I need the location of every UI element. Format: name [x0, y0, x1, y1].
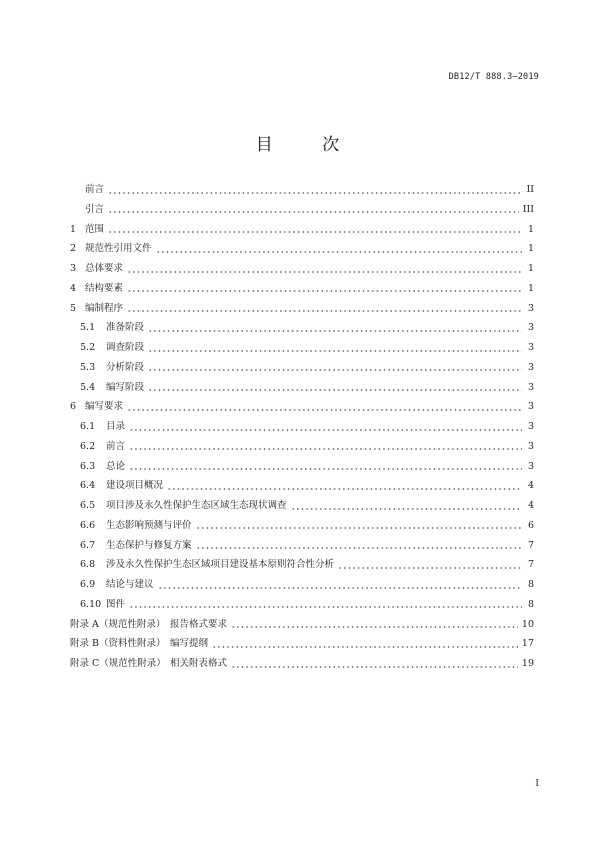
appendix-prefix: 附录 B（资料性附录） [70, 638, 166, 650]
toc-entry-number: 6.7 [80, 539, 96, 551]
toc-entry-label: 生态影响预测与评价 [106, 519, 192, 531]
dot-leader [127, 264, 522, 274]
toc-entry[interactable] [70, 397, 534, 417]
toc-entry-number: 6.10 [80, 598, 102, 610]
toc-entry-number: 6 [70, 401, 77, 413]
toc-entry-number: 5.1 [80, 322, 96, 334]
toc-entry-label: 项目涉及永久性保护生态区域生态现状调查 [106, 500, 287, 511]
toc-entry-number: 6.8 [80, 559, 96, 571]
toc-entry-label: 前言 [106, 440, 126, 452]
toc-entry[interactable] [70, 555, 534, 575]
toc-entry[interactable] [70, 595, 534, 615]
toc-entry-label: 前言 [85, 184, 105, 195]
dot-leader [158, 580, 522, 590]
toc-entry[interactable] [70, 239, 534, 259]
toc-entry[interactable] [70, 417, 534, 437]
dot-leader [167, 481, 522, 491]
toc-entry[interactable] [70, 200, 534, 220]
dot-leader [127, 284, 522, 294]
dot-leader [127, 402, 522, 412]
dot-leader [129, 461, 522, 471]
toc-entry-number: 5.2 [80, 342, 96, 353]
toc-entry-label: 图件 [106, 598, 126, 610]
toc-entry-label: 范围 [85, 223, 105, 235]
toc-entry-number: 6.6 [80, 519, 96, 531]
appendix-label: 报告格式要求 [170, 618, 228, 630]
toc-entry-page: 3 [527, 381, 534, 393]
toc-entry-label: 建设项目概况 [106, 480, 164, 492]
dot-leader [108, 185, 522, 195]
toc-entry-label: 总体要求 [85, 263, 124, 274]
dot-leader [148, 343, 522, 353]
toc-appendix-entry[interactable] [70, 615, 534, 635]
toc-entry-label: 总论 [106, 460, 126, 472]
toc-appendix-entry[interactable] [70, 654, 534, 674]
toc-entry-label: 编写阶段 [106, 381, 145, 393]
toc-entry-page: 6 [527, 519, 534, 531]
toc-entry-page: 1 [527, 263, 534, 274]
appendix-page: 19 [521, 658, 534, 669]
appendix-prefix: 附录 C（规范性附录） [70, 658, 166, 669]
toc-entry[interactable] [70, 437, 534, 457]
dot-leader [129, 442, 522, 452]
toc-entry-label: 调查阶段 [106, 342, 145, 353]
dot-leader [108, 205, 519, 215]
toc-entry-label: 规范性引用文件 [85, 243, 152, 255]
toc-entry-label: 结论与建议 [106, 579, 154, 590]
toc-entry[interactable] [70, 457, 534, 477]
dot-leader [231, 659, 518, 669]
page-number: I [535, 778, 539, 789]
toc-entry-number: 6.5 [80, 500, 96, 511]
appendix-page: 10 [521, 618, 534, 630]
toc-entry-label: 分析阶段 [106, 361, 145, 373]
toc-entry-page: II [526, 184, 534, 195]
dot-leader [127, 303, 522, 313]
toc-entry-page: III [522, 203, 534, 215]
toc-entry-label: 目录 [106, 421, 126, 432]
dot-leader [108, 224, 522, 234]
table-of-contents [70, 180, 534, 674]
toc-entry-page: 3 [527, 302, 534, 314]
appendix-label: 相关附表格式 [170, 658, 228, 669]
dot-leader [212, 639, 518, 649]
toc-entry-page: 3 [527, 460, 534, 472]
toc-entry-number: 6.4 [80, 480, 96, 492]
toc-entry[interactable] [70, 279, 534, 299]
dot-leader [338, 560, 522, 570]
dot-leader [129, 600, 522, 610]
toc-entry-number: 5.3 [80, 361, 96, 373]
toc-entry-page: 3 [527, 361, 534, 373]
toc-entry[interactable] [70, 318, 534, 338]
toc-entry-page: 4 [527, 480, 534, 492]
toc-entry-number: 5.4 [80, 381, 96, 393]
dot-leader [156, 244, 522, 254]
toc-entry-label: 生态保护与修复方案 [106, 539, 192, 551]
toc-entry-number: 6.2 [80, 440, 96, 452]
toc-entry[interactable] [70, 220, 534, 240]
toc-entry-page: 8 [527, 579, 534, 590]
toc-entry[interactable] [70, 476, 534, 496]
toc-entry-label: 涉及永久性保护生态区域项目建设基本原则符合性分析 [106, 559, 335, 571]
toc-entry-number: 2 [70, 243, 77, 255]
toc-entry[interactable] [70, 516, 534, 536]
toc-entry[interactable] [70, 299, 534, 319]
toc-entry[interactable] [70, 180, 534, 200]
toc-entry-number: 6.1 [80, 421, 96, 432]
toc-entry-label: 准备阶段 [106, 322, 145, 334]
toc-entry-page: 3 [527, 322, 534, 334]
dot-leader [129, 422, 522, 432]
toc-entry-number: 5 [70, 302, 77, 314]
toc-entry[interactable] [70, 338, 534, 358]
toc-entry-label: 编写要求 [85, 401, 124, 413]
toc-entry-number: 1 [70, 223, 77, 235]
toc-entry-page: 3 [527, 440, 534, 452]
toc-entry-page: 1 [527, 282, 534, 294]
toc-entry-number: 6.9 [80, 579, 96, 590]
toc-entry[interactable] [70, 358, 534, 378]
toc-entry-label: 结构要素 [85, 282, 124, 294]
toc-entry-page: 3 [527, 421, 534, 432]
toc-entry-page: 4 [527, 500, 534, 511]
toc-appendix-entry[interactable] [70, 634, 534, 654]
dot-leader [148, 323, 522, 333]
toc-entry-label: 编制程序 [85, 302, 124, 314]
toc-entry-page: 3 [527, 342, 534, 353]
appendix-label: 编写提纲 [170, 638, 209, 650]
toc-entry-label: 引言 [85, 203, 105, 215]
toc-entry-number: 6.3 [80, 460, 96, 472]
toc-entry-page: 8 [527, 598, 534, 610]
toc-entry-page: 7 [527, 539, 534, 551]
document-code: DB12/T 888.3—2019 [448, 72, 539, 82]
toc-entry-number: 4 [70, 282, 77, 294]
dot-leader [148, 382, 522, 392]
toc-entry[interactable] [70, 536, 534, 556]
dot-leader [291, 501, 522, 511]
dot-leader [196, 521, 522, 531]
toc-entry[interactable] [70, 378, 534, 398]
toc-entry-page: 1 [527, 243, 534, 255]
dot-leader [231, 619, 518, 629]
dot-leader [148, 363, 522, 373]
toc-entry-page: 3 [527, 401, 534, 413]
appendix-prefix: 附录 A（规范性附录） [70, 618, 166, 630]
toc-entry[interactable] [70, 575, 534, 595]
toc-entry-page: 7 [527, 559, 534, 571]
appendix-page: 17 [521, 638, 534, 650]
toc-entry-page: 1 [527, 223, 534, 235]
toc-entry[interactable] [70, 259, 534, 279]
dot-leader [196, 540, 522, 550]
toc-entry[interactable] [70, 496, 534, 516]
toc-entry-number: 3 [70, 263, 77, 274]
page-title: 目 次 [255, 135, 362, 155]
